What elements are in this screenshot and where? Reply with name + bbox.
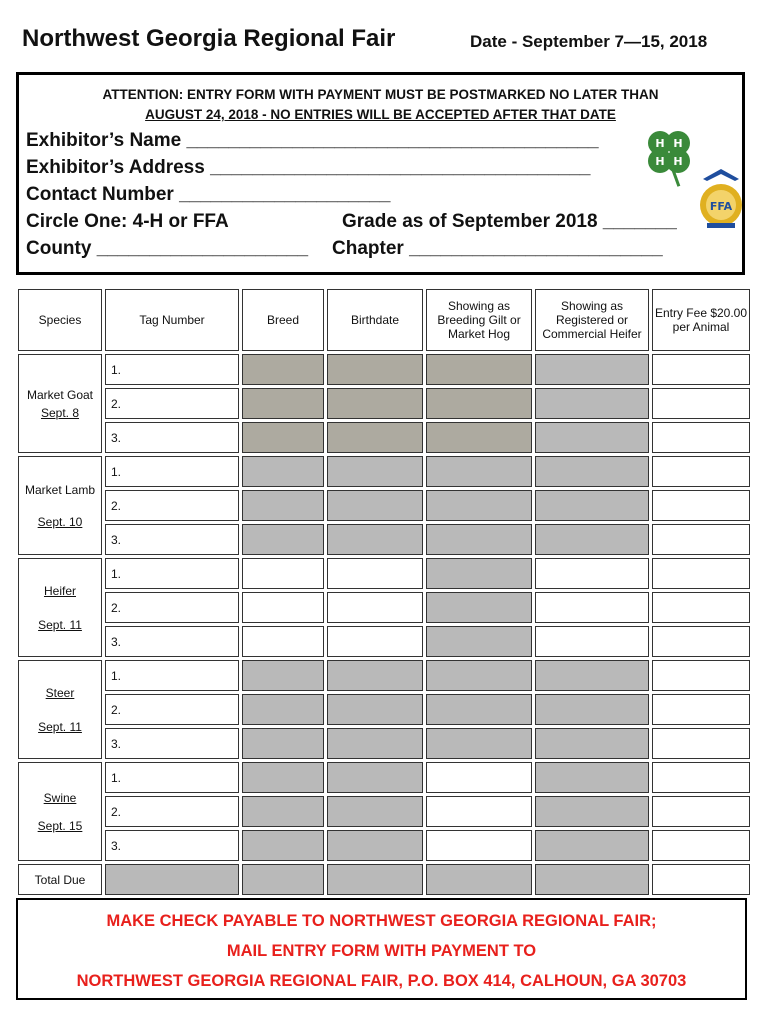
breed-cell [242, 694, 324, 725]
birthdate-cell [327, 422, 423, 453]
exhibitor-info-box [16, 72, 745, 275]
breeding-cell [426, 490, 532, 521]
clover-h-2: H [673, 137, 683, 150]
breeding-cell [426, 694, 532, 725]
registered-cell[interactable] [535, 626, 649, 657]
breeding-cell [426, 558, 532, 589]
registered-cell [535, 830, 649, 861]
birthdate-cell [327, 490, 423, 521]
tag-number-cell[interactable]: 1. [105, 354, 239, 385]
total-shade-cell [327, 864, 423, 895]
breed-cell [242, 422, 324, 453]
breeding-cell [426, 626, 532, 657]
breeding-cell[interactable] [426, 830, 532, 861]
header-breed: Breed [242, 289, 324, 351]
species-name: Market Lamb [24, 482, 96, 497]
clover-h-3: H [655, 155, 665, 168]
birthdate-cell[interactable] [327, 626, 423, 657]
breeding-cell [426, 388, 532, 419]
total-due-label: Total Due [18, 864, 102, 895]
birthdate-cell [327, 728, 423, 759]
registered-cell [535, 524, 649, 555]
species-date: Sept. 10 [37, 514, 83, 529]
tag-number-cell[interactable]: 3. [105, 626, 239, 657]
registered-cell [535, 762, 649, 793]
fee-cell[interactable] [652, 762, 750, 793]
tag-number-cell[interactable]: 1. [105, 456, 239, 487]
birthdate-cell [327, 354, 423, 385]
ffa-emblem-icon [697, 165, 745, 237]
breed-cell [242, 388, 324, 419]
breed-cell [242, 354, 324, 385]
attention-line-2: AUGUST 24, 2018 - NO ENTRIES WILL BE ACCEPTED AFTER THAT DATE [145, 107, 616, 122]
tag-number-cell[interactable]: 2. [105, 388, 239, 419]
fee-cell[interactable] [652, 830, 750, 861]
fair-dates: Date - September 7—15, 2018 [470, 32, 708, 51]
registered-cell[interactable] [535, 592, 649, 623]
fee-cell[interactable] [652, 660, 750, 691]
tag-number-cell[interactable]: 2. [105, 592, 239, 623]
registered-cell [535, 694, 649, 725]
tag-number-cell[interactable]: 2. [105, 694, 239, 725]
total-shade-cell [535, 864, 649, 895]
exhibitor-name-field[interactable]: Exhibitor’s Name _______________________________________ [26, 130, 599, 151]
fee-cell[interactable] [652, 728, 750, 759]
breed-cell[interactable] [242, 592, 324, 623]
breed-cell [242, 524, 324, 555]
tag-number-cell[interactable]: 1. [105, 558, 239, 589]
breeding-cell[interactable] [426, 762, 532, 793]
registered-cell [535, 490, 649, 521]
clover-h-1: H [655, 137, 665, 150]
tag-number-cell[interactable]: 3. [105, 422, 239, 453]
four-h-clover-icon [643, 127, 695, 189]
breeding-cell [426, 660, 532, 691]
species-heifer [18, 558, 102, 657]
birthdate-cell [327, 388, 423, 419]
fee-cell[interactable] [652, 694, 750, 725]
grade-field[interactable]: Grade as of September 2018 _______ [342, 211, 677, 232]
species-name: Swine [43, 790, 77, 805]
breed-cell [242, 796, 324, 827]
species-steer [18, 660, 102, 759]
total-shade-cell [242, 864, 324, 895]
birthdate-cell [327, 796, 423, 827]
breeding-cell [426, 592, 532, 623]
species-name: Steer [45, 685, 75, 700]
fee-cell[interactable] [652, 388, 750, 419]
birthdate-cell [327, 524, 423, 555]
breed-cell [242, 762, 324, 793]
registered-cell [535, 456, 649, 487]
fee-cell[interactable] [652, 796, 750, 827]
breeding-cell [426, 728, 532, 759]
header-species: Species [18, 289, 102, 351]
species-swine [18, 762, 102, 861]
mail-line-3: NORTHWEST GEORGIA REGIONAL FAIR, P.O. BOX 414, CALHOUN, GA 30703 [76, 972, 687, 990]
birthdate-cell [327, 456, 423, 487]
species-date: Sept. 8 [40, 405, 80, 420]
exhibitor-address-field[interactable]: Exhibitor’s Address ____________________________________ [26, 157, 591, 178]
breed-cell [242, 830, 324, 861]
mail-line-1: MAKE CHECK PAYABLE TO NORTHWEST GEORGIA REGIONAL FAIR; [106, 912, 657, 930]
breed-cell [242, 456, 324, 487]
birthdate-cell [327, 762, 423, 793]
breeding-cell [426, 524, 532, 555]
species-date: Sept. 15 [37, 818, 83, 833]
header-registered-heifer: Showing as Registered or Commercial Heifer [535, 289, 649, 351]
registered-cell [535, 728, 649, 759]
registered-cell [535, 796, 649, 827]
fee-cell[interactable] [652, 422, 750, 453]
species-market-lamb [18, 456, 102, 555]
attention-line-1: ATTENTION: ENTRY FORM WITH PAYMENT MUST BE POSTMARKED NO LATER THAN [102, 87, 659, 102]
total-shade-cell [105, 864, 239, 895]
tag-number-cell[interactable]: 3. [105, 728, 239, 759]
registered-cell [535, 660, 649, 691]
page-title: Northwest Georgia Regional Fair [22, 25, 396, 52]
ffa-emblem-text: FFA [709, 200, 733, 213]
breed-cell [242, 490, 324, 521]
entry-table [15, 286, 753, 898]
breeding-cell[interactable] [426, 796, 532, 827]
tag-number-cell[interactable]: 1. [105, 660, 239, 691]
fee-cell[interactable] [652, 592, 750, 623]
birthdate-cell[interactable] [327, 592, 423, 623]
header-tag-number: Tag Number [105, 289, 239, 351]
tag-number-cell[interactable]: 2. [105, 490, 239, 521]
contact-number-field[interactable]: Contact Number ____________________ [26, 184, 391, 205]
fee-cell[interactable] [652, 354, 750, 385]
registered-cell[interactable] [535, 558, 649, 589]
fee-cell[interactable] [652, 524, 750, 555]
header-breeding-gilt: Showing as Breeding Gilt or Market Hog [426, 289, 532, 351]
tag-number-cell[interactable]: 1. [105, 762, 239, 793]
breeding-cell [426, 456, 532, 487]
header-birthdate: Birthdate [327, 289, 423, 351]
fee-cell[interactable] [652, 456, 750, 487]
species-date: Sept. 11 [38, 617, 82, 632]
tag-number-cell[interactable]: 3. [105, 524, 239, 555]
total-due-amount[interactable] [652, 864, 750, 895]
mail-line-2: MAIL ENTRY FORM WITH PAYMENT TO [226, 942, 537, 960]
registered-cell [535, 388, 649, 419]
attention-notice [19, 85, 742, 125]
registered-cell [535, 354, 649, 385]
breed-cell[interactable] [242, 626, 324, 657]
birthdate-cell [327, 660, 423, 691]
birthdate-cell [327, 830, 423, 861]
breed-cell [242, 728, 324, 759]
header-entry-fee: Entry Fee $20.00 per Animal [652, 289, 750, 351]
birthdate-cell[interactable] [327, 558, 423, 589]
chapter-field[interactable]: Chapter ________________________ [332, 238, 663, 259]
breeding-cell [426, 422, 532, 453]
species-date: Sept. 11 [38, 719, 82, 734]
breed-cell [242, 660, 324, 691]
species-name: Market Goat [26, 387, 94, 402]
breeding-cell [426, 354, 532, 385]
mailing-instructions [16, 898, 747, 1000]
total-shade-cell [426, 864, 532, 895]
species-market-goat [18, 354, 102, 453]
circle-one-4h-ffa[interactable]: Circle One: 4-H or FFA [26, 211, 229, 232]
tag-number-cell[interactable]: 2. [105, 796, 239, 827]
birthdate-cell [327, 694, 423, 725]
fee-cell[interactable] [652, 626, 750, 657]
breed-cell[interactable] [242, 558, 324, 589]
registered-cell [535, 422, 649, 453]
county-field[interactable]: County ____________________ [26, 238, 309, 259]
tag-number-cell[interactable]: 3. [105, 830, 239, 861]
fee-cell[interactable] [652, 490, 750, 521]
fee-cell[interactable] [652, 558, 750, 589]
species-name: Heifer [43, 583, 76, 598]
clover-h-4: H [673, 155, 683, 168]
